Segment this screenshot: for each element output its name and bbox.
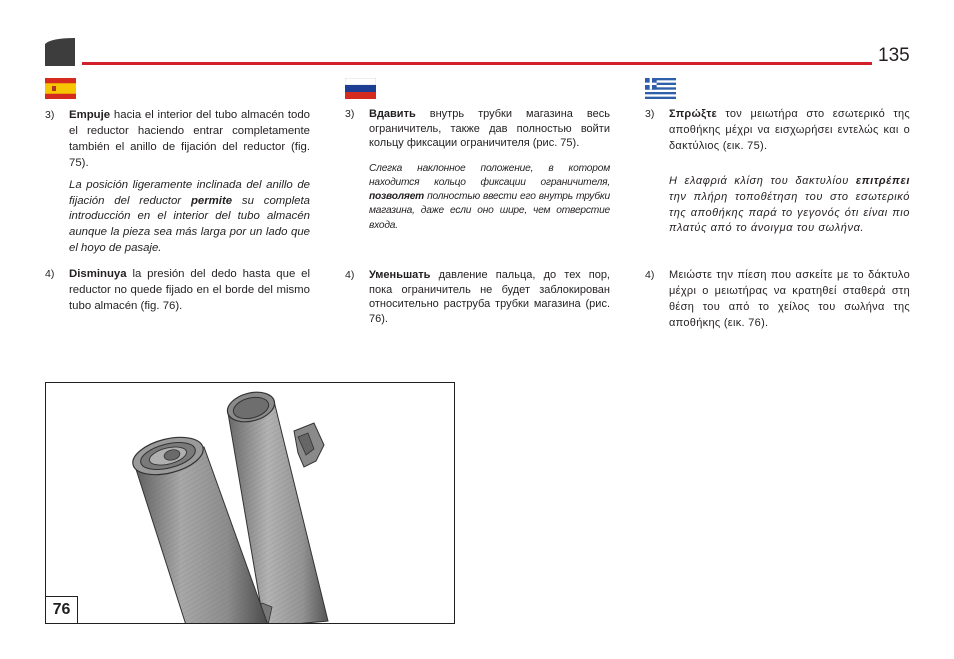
step-body: la presión del dedo hasta que el reductor no quede fijado en el borde del mismo tubo almacén (fig. 76).: [69, 268, 310, 312]
page-number: 135: [878, 45, 910, 66]
note-bold: permite: [190, 194, 233, 207]
note-pre: Слегка наклонное положение, в котором находится кольцо фиксации ограничителя,: [369, 162, 610, 188]
step-text: Μειώστε την πίεση που ασκείτε με το δάκτυλο μέχρι ο μειωτήρας να κρατηθεί σταθερά στη θέση του από το χείλος του σωλήνα της αποθήκης (εικ. 76).: [669, 269, 910, 329]
step-4-es: [45, 267, 310, 315]
note-bold: позволяет: [369, 191, 425, 203]
step-text: [369, 107, 610, 151]
step-body: τον μειωτήρα στο εσωτερικό της αποθήκης μέχρι να εισχωρήσει εντελώς και ο δακτύλιος (εικ. 75).: [669, 108, 910, 152]
step-4-ru: [345, 268, 610, 326]
step-note: [69, 178, 310, 258]
note-bold: επιτρέπει: [855, 174, 910, 187]
step-number: 4): [645, 269, 655, 281]
step-number: 3): [345, 108, 355, 120]
note-pre: Η ελαφριά κλίση του δακτυλίου: [669, 174, 856, 187]
header-rule: [82, 62, 872, 65]
step-verb: Empuje: [69, 109, 111, 121]
greece-flag-icon: [645, 78, 676, 99]
step-number: 4): [345, 269, 355, 281]
step-4-gr: [645, 268, 910, 332]
figure-number: 76: [46, 596, 78, 623]
note-pre: La posición ligeramente inclinada del anillo de fijación del reductor: [69, 178, 310, 207]
figure-76: [45, 382, 455, 624]
step-text: [69, 108, 310, 172]
step-text: [69, 267, 310, 315]
step-verb: Disminuya: [69, 268, 127, 280]
step-verb: Уменьшать: [369, 269, 431, 281]
note-post: полностью ввести его внутрь трубки магазина, даже если оно шире, чем отверстие входа.: [369, 191, 610, 231]
step-verb: Σπρώξτε: [669, 108, 718, 120]
magazine-tube-illustration: [46, 383, 455, 624]
brand-logo: [45, 38, 75, 66]
note-post: su completa introducción en el interior del tubo almacén aunque la pieza sea más larga por un lado que el hoyo de pasaje.: [69, 194, 310, 255]
step-text: [369, 268, 610, 326]
step-body: внутрь трубки магазина весь ограничитель, также дав полностью войти кольцу фиксации ограничителя (рис. 75).: [369, 108, 610, 150]
step-note: [369, 162, 610, 233]
step-number: 4): [45, 268, 55, 280]
step-number: 3): [645, 108, 655, 120]
step-3-gr: [645, 107, 910, 237]
step-number: 3): [45, 109, 55, 121]
step-text: [669, 107, 910, 155]
step-3-es: [45, 108, 310, 257]
spain-flag-icon: [45, 78, 76, 99]
step-verb: Вдавить: [369, 108, 416, 120]
step-3-ru: [345, 107, 610, 233]
step-body: давление пальца, до тех пор, пока ограничитель не будет заблокирован относительно раструба трубки магазина (рис. 76).: [369, 269, 610, 325]
note-post: την πλήρη τοποθέτηση του στο εσωτερικό της αποθήκης παρά το γεγονός ότι είναι πιο πλατύς από το άνοιγμα του σωλήνα.: [669, 190, 910, 235]
russia-flag-icon: [345, 78, 376, 99]
step-note: [669, 174, 910, 238]
step-body: hacia el interior del tubo almacén todo el reductor haciendo entrar completamente también el anillo de fijación del reductor (fig. 75).: [69, 109, 310, 169]
